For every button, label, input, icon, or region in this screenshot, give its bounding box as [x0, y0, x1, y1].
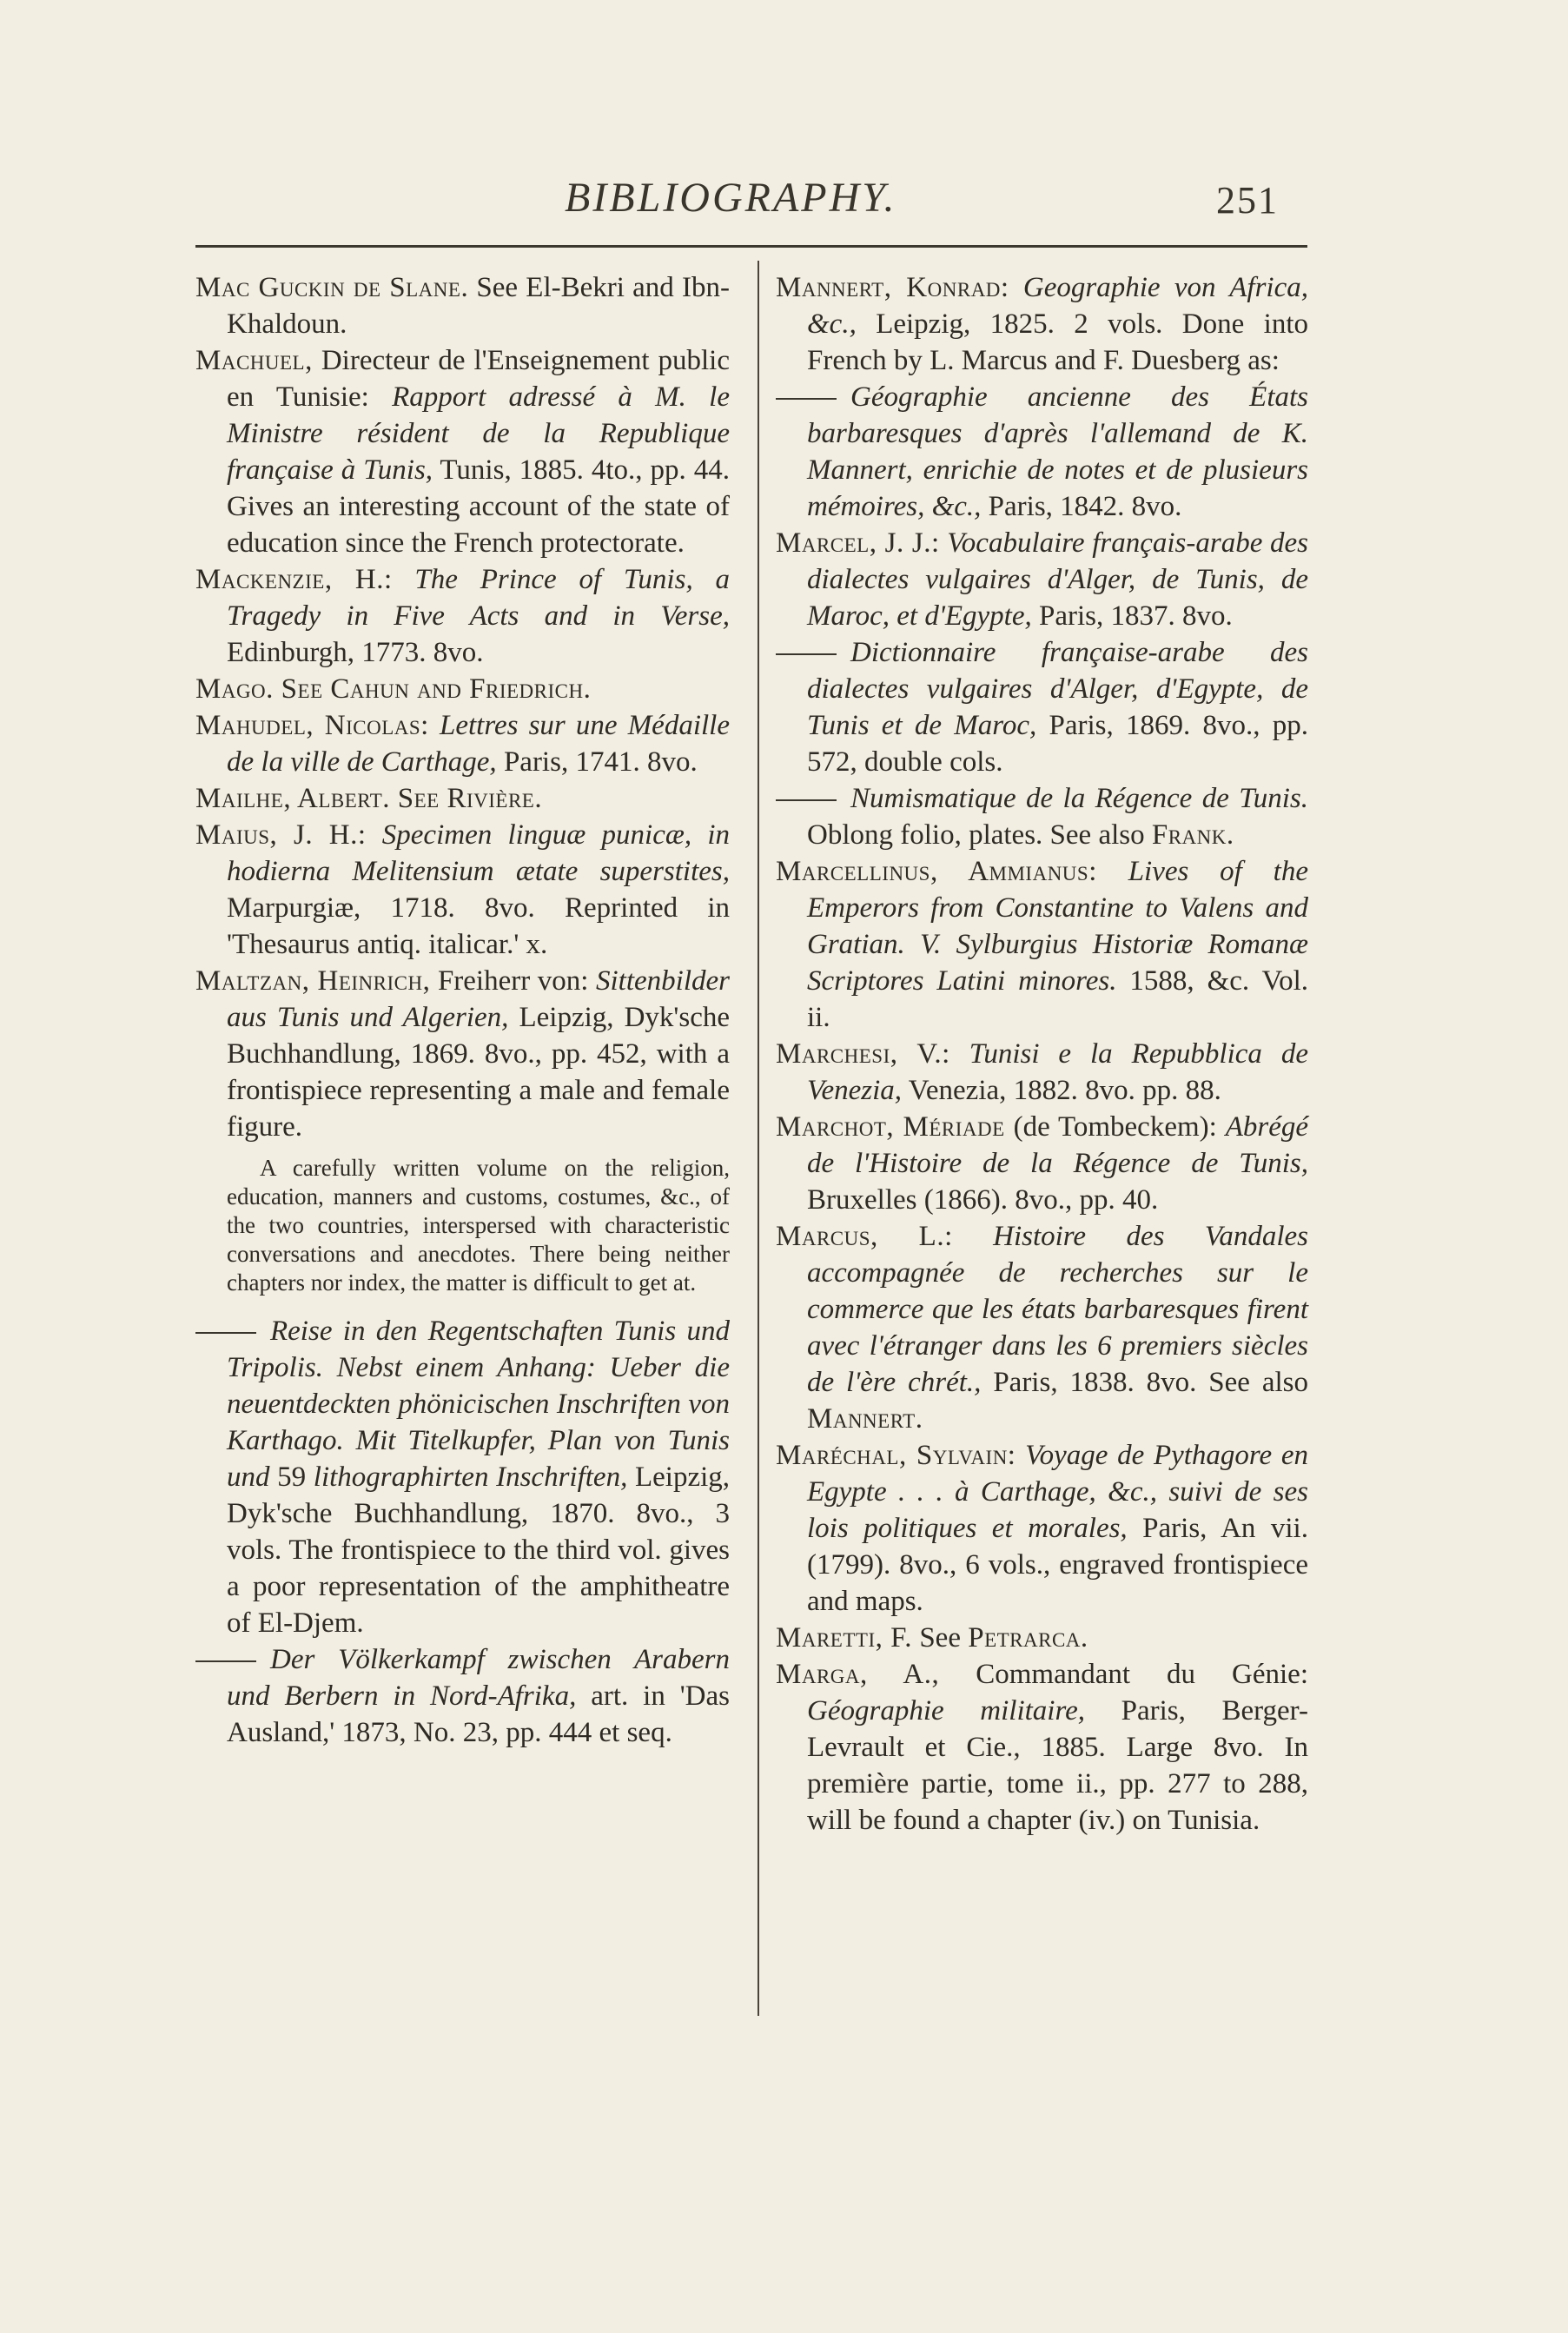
entry-title: Tunisi e la Repubblica de Venezia,	[807, 1038, 1308, 1106]
running-title: BIBLIOGRAPHY.	[565, 175, 897, 221]
entry-author: Machuel,	[195, 345, 313, 376]
entry-author: Mackenzie, H.:	[195, 564, 393, 595]
entry-author: Mailhe, Albert.	[195, 783, 391, 814]
entry-text: See El-Bekri and Ibn-Khaldoun.	[227, 272, 730, 340]
entry-details: Paris, Berger-Levrault et Cie., 1885. Large 8vo. In première partie, tome ii., pp. 277 to 288, will be found a chapter (iv.) on Tunisia.	[807, 1695, 1309, 1836]
entry-title: Reise in den Regentschaften Tunis und Tripolis. Nebst einem Anhang: Ueber die neuentdeckten phönicischen Inschriften von Karthago. Mit Titelkupfer, Plan von Tunis und	[227, 1316, 730, 1493]
entry-author: Maius, J. H.:	[195, 819, 367, 851]
entry-mannert	[776, 269, 1308, 379]
entry-text: (de Tombeckem):	[1004, 1111, 1226, 1143]
entry-maltzan-volkerkampf	[195, 1641, 730, 1751]
entry-mac-guckin	[195, 269, 730, 342]
ditto-dash	[195, 1332, 256, 1334]
entry-details: Paris, An vii. (1799). 8vo., 6 vols., engraved frontispiece and maps.	[807, 1513, 1308, 1617]
ditto-dash	[776, 653, 837, 655]
entry-author: Marcellinus, Ammianus:	[776, 856, 1097, 887]
entry-marechal	[776, 1437, 1308, 1620]
entry-title: Geographie von Africa, &c.,	[807, 272, 1308, 340]
entry-author: Mac Guckin de Slane.	[195, 272, 469, 303]
entry-mailhe	[195, 780, 730, 817]
entry-title: Lives of the Emperors from Constantine to Valens and Gratian. V. Sylburgius Historiæ Romanæ Scriptores Latini minores.	[807, 856, 1308, 997]
entry-title: Der Völkerkampf zwischen Arabern und Berbern in Nord-Afrika,	[227, 1644, 730, 1712]
entry-title: lithographirten Inschriften,	[313, 1461, 628, 1493]
entry-author: Marchesi, V.:	[776, 1038, 950, 1070]
entry-details: Paris, 1838. 8vo. See also	[981, 1367, 1308, 1398]
entry-author: Mago.	[195, 673, 274, 705]
entry-marchesi	[776, 1036, 1308, 1109]
entry-author: Mannert, Konrad:	[776, 272, 1009, 303]
entry-maltzan	[195, 963, 730, 1145]
entry-author: Maréchal, Sylvain:	[776, 1440, 1016, 1471]
entry-details: art. in 'Das Ausland,' 1873, No. 23, pp. 444 et seq.	[227, 1680, 730, 1748]
entry-details: Leipzig, 1825. 2 vols. Done into French by L. Marcus and F. Duesberg as:	[807, 308, 1308, 376]
entry-text: Freiherr von:	[430, 965, 597, 997]
entry-machuel	[195, 342, 730, 561]
entry-details: Bruxelles (1866). 8vo., pp. 40.	[807, 1184, 1159, 1216]
entry-details: Tunis, 1885. 4to., pp. 44. Gives an interesting account of the state of education since the French protectorate.	[227, 454, 730, 559]
header-rule	[195, 245, 1307, 248]
entry-mahudel	[195, 707, 730, 780]
entry-title: Rapport adressé à M. le Ministre résident de la Republique française à Tunis,	[227, 381, 730, 486]
entry-title: Abrégé de l'Histoire de la Régence de Tunis,	[807, 1111, 1308, 1179]
entry-title: Lettres sur une Médaille de la ville de Carthage,	[227, 710, 730, 778]
entry-author: Marcel, J. J.:	[776, 527, 940, 559]
column-divider	[758, 261, 759, 2016]
entry-details: Paris, 1842. 8vo.	[981, 491, 1182, 522]
entry-crossref: Petrarca.	[968, 1622, 1088, 1654]
entry-details: 1588, &c. Vol. ii.	[807, 965, 1308, 1033]
ditto-dash	[776, 799, 837, 801]
entry-author: Marchot, Mériade	[776, 1111, 1005, 1143]
page-header	[0, 0, 1568, 261]
entry-author: Marcus, L.:	[776, 1221, 953, 1252]
entry-details: Leipzig, Dyk'sche Buchhandlung, 1870. 8vo., 3 vols. The frontispiece to the third vol. gives a poor representation of the amphitheatre of El-Djem.	[227, 1461, 731, 1639]
entry-text: See Rivière.	[390, 783, 543, 814]
entry-text: Directeur de l'Enseignement public en Tunisie:	[227, 345, 730, 413]
entry-details: Oblong folio, plates. See also	[807, 819, 1152, 851]
entry-details: Marpurgiæ, 1718. 8vo. Reprinted in 'Thesaurus antiq. italicar.' x.	[227, 892, 730, 960]
entry-title: Voyage de Pythagore en Egypte . . . à Carthage, &c., suivi de ses lois politiques et morales,	[807, 1440, 1309, 1544]
entry-details: Paris, 1741. 8vo.	[496, 746, 698, 778]
ditto-dash	[195, 1660, 256, 1662]
entry-title: Histoire des Vandales accompagnée de recherches sur le commerce que les états barbaresques firent avec l'étranger dans les 6 premiers siècles de l'ère chrét.,	[807, 1221, 1308, 1398]
entry-maius	[195, 817, 730, 963]
entry-marcellinus	[776, 853, 1308, 1036]
entry-details: Venezia, 1882. 8vo. pp. 88.	[902, 1075, 1221, 1106]
entry-crossref: Frank.	[1151, 819, 1234, 851]
entry-title: Géographie militaire,	[807, 1695, 1085, 1727]
right-column	[776, 269, 1308, 1839]
entry-text: Commandant du Génie:	[939, 1659, 1308, 1690]
entry-title: Vocabulaire français-arabe des dialectes vulgaires d'Alger, de Tunis, de Maroc, et d'Egypte,	[807, 527, 1309, 632]
entry-marchot	[776, 1109, 1308, 1218]
entry-text: See	[912, 1622, 969, 1654]
entry-author: Mahudel, Nicolas:	[195, 710, 429, 741]
entry-text: See Cahun and Friedrich.	[273, 673, 592, 705]
entry-crossref: Mannert.	[807, 1403, 923, 1435]
entry-title: Géographie ancienne des États barbaresques d'après l'allemand de K. Mannert, enrichie de notes et de plusieurs mémoires, &c.,	[807, 381, 1308, 522]
entry-maretti	[776, 1620, 1308, 1656]
entry-marcus	[776, 1218, 1308, 1437]
ditto-dash	[776, 398, 837, 400]
entry-author: Maltzan, Heinrich,	[195, 965, 431, 997]
entry-title: Specimen linguæ punicæ, in hodierna Melitensium ætate superstites,	[227, 819, 730, 887]
entry-mago	[195, 671, 730, 707]
entry-marcel	[776, 525, 1308, 634]
entry-marcel-dictionnaire	[776, 634, 1308, 780]
entry-title: Numismatique de la Régence de Tunis.	[850, 783, 1308, 814]
note-text: A carefully written volume on the religion, education, manners and customs, costumes, &c., of the two countries, interspersed with characteristic conversations and anecdotes. There being neither chapters nor index, the matter is difficult to get at.	[227, 1155, 730, 1296]
entry-details: Paris, 1869. 8vo., pp. 572, double cols.	[807, 710, 1309, 778]
entry-note	[195, 1154, 730, 1297]
entry-mannert-geographie	[776, 379, 1308, 525]
entry-author: Maretti, F.	[776, 1622, 913, 1654]
entry-author: Marga, A.,	[776, 1659, 940, 1690]
entry-details: Edinburgh, 1773. 8vo.	[227, 637, 484, 668]
entry-details: Paris, 1837. 8vo.	[1031, 600, 1233, 632]
entry-title: The Prince of Tunis, a Tragedy in Five Acts and in Verse,	[227, 564, 730, 632]
entry-text: 59	[269, 1461, 314, 1493]
left-column	[195, 269, 730, 1751]
entry-mackenzie	[195, 561, 730, 671]
entry-title: Dictionnaire française-arabe des dialectes vulgaires d'Alger, d'Egypte, de Tunis et de Maroc,	[807, 637, 1308, 741]
entry-details: Leipzig, Dyk'sche Buchhandlung, 1869. 8vo., pp. 452, with a frontispiece representing a male and female figure.	[227, 1002, 731, 1143]
entry-title: Sittenbilder aus Tunis und Algerien,	[227, 965, 730, 1033]
entry-marga	[776, 1656, 1308, 1839]
page-number: 251	[1216, 179, 1279, 222]
entry-marcel-numismatique	[776, 780, 1308, 853]
entry-maltzan-reise	[195, 1313, 730, 1641]
